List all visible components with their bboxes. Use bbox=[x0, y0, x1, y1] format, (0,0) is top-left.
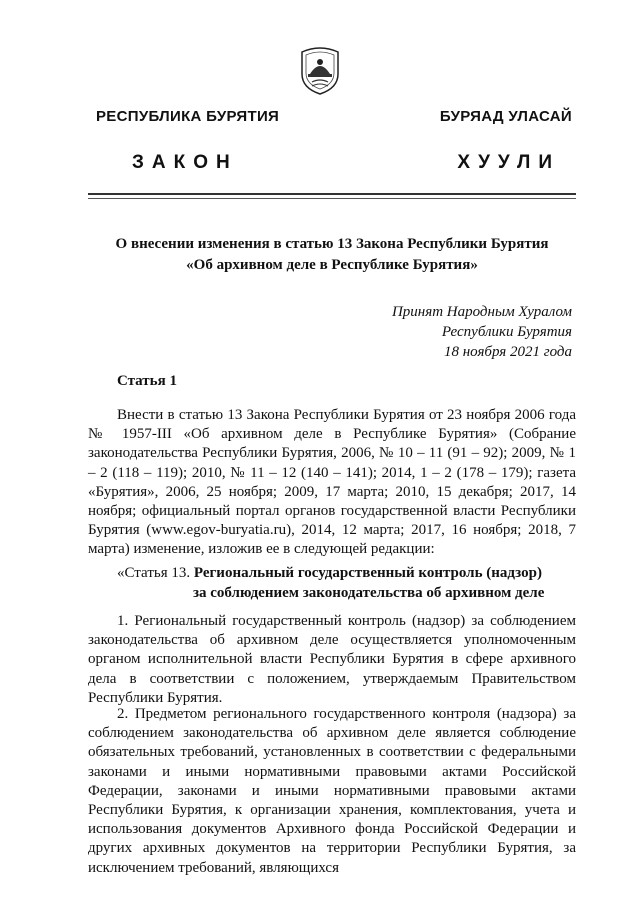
article-13-paragraph-2: 2. Предметом регионального государственного контроля (надзора) за соблюдением законодательства об архивном деле является соблюдение обязательных требований, установленных в соответствии с федеральными законами и иными нормативными правовыми актами Российской Федерации, законами и иными нормативными правовыми актами Республики Бурятия, к организации хранения, комплектования, учета и использования документов Архивного фонда Российской Федерации и других архивных документов на территории Республики Бурятия, за исключением требований, являющихся bbox=[88, 706, 576, 876]
adoption-note bbox=[392, 302, 572, 362]
header-divider-thin bbox=[88, 198, 576, 199]
article-13-prefix: «Статья 13. bbox=[117, 565, 194, 581]
republic-name-bua: БУРЯАД УЛАСАЙ bbox=[439, 108, 572, 125]
document-title bbox=[88, 234, 576, 276]
header-divider bbox=[88, 193, 576, 195]
title-line-2: «Об архивном деле в Республике Бурятия» bbox=[186, 257, 478, 273]
adoption-date: 18 ноября 2021 года bbox=[443, 344, 572, 360]
article-13-title-line-2: за соблюдением законодательства об архивном деле bbox=[193, 585, 545, 601]
law-label-bua: ХУУЛИ bbox=[457, 152, 560, 173]
adoption-line-1: Принят Народным Хуралом bbox=[391, 304, 572, 320]
law-label-ru: ЗАКОН bbox=[132, 152, 238, 173]
title-line-1: О внесении изменения в статью 13 Закона Республики Бурятия bbox=[115, 236, 549, 252]
article-13-title-line-1: Региональный государственный контроль (надзор) bbox=[193, 565, 542, 581]
coat-of-arms-icon bbox=[298, 44, 342, 96]
article-1-heading: Статья 1 bbox=[117, 373, 177, 389]
article-1-text: Внести в статью 13 Закона Республики Бурятия от 23 ноября 2006 года № 1957-III «Об архивном деле в Республике Бурятия» (Собрание законодательства Республики Бурятия, 2006, № 10 – 11 (91 – 92); 2009, № 1 – 2 (118 – 119); 2010, № 11 – 12 (140 – 141); 2014, 1 – 2 (178 – 179); газета «Бурятия», 2006, 25 ноября; 2009, 17 марта; 2010, 15 декабря; 2017, 14 ноября; официальный портал органов государственной власти Республики Бурятия (www.egov-buryatia.ru), 2014, 12 марта; 2017, 16 ноября; 2018, 7 марта) изменение, изложив ее в следующей редакции: bbox=[88, 407, 576, 558]
article-13-paragraph-1: 1. Региональный государственный контроль (надзор) за соблюдением законодательства об архивном деле осуществляется уполномоченным органом исполнительной власти Республики Бурятия в сфере архивного дела в соответствии с положением, утверждаемым Правительством Республики Бурятия. bbox=[88, 613, 576, 706]
article-13-heading bbox=[117, 563, 544, 603]
adoption-line-2: Республики Бурятия bbox=[441, 324, 572, 340]
republic-name-ru: РЕСПУБЛИКА БУРЯТИЯ bbox=[96, 108, 280, 125]
